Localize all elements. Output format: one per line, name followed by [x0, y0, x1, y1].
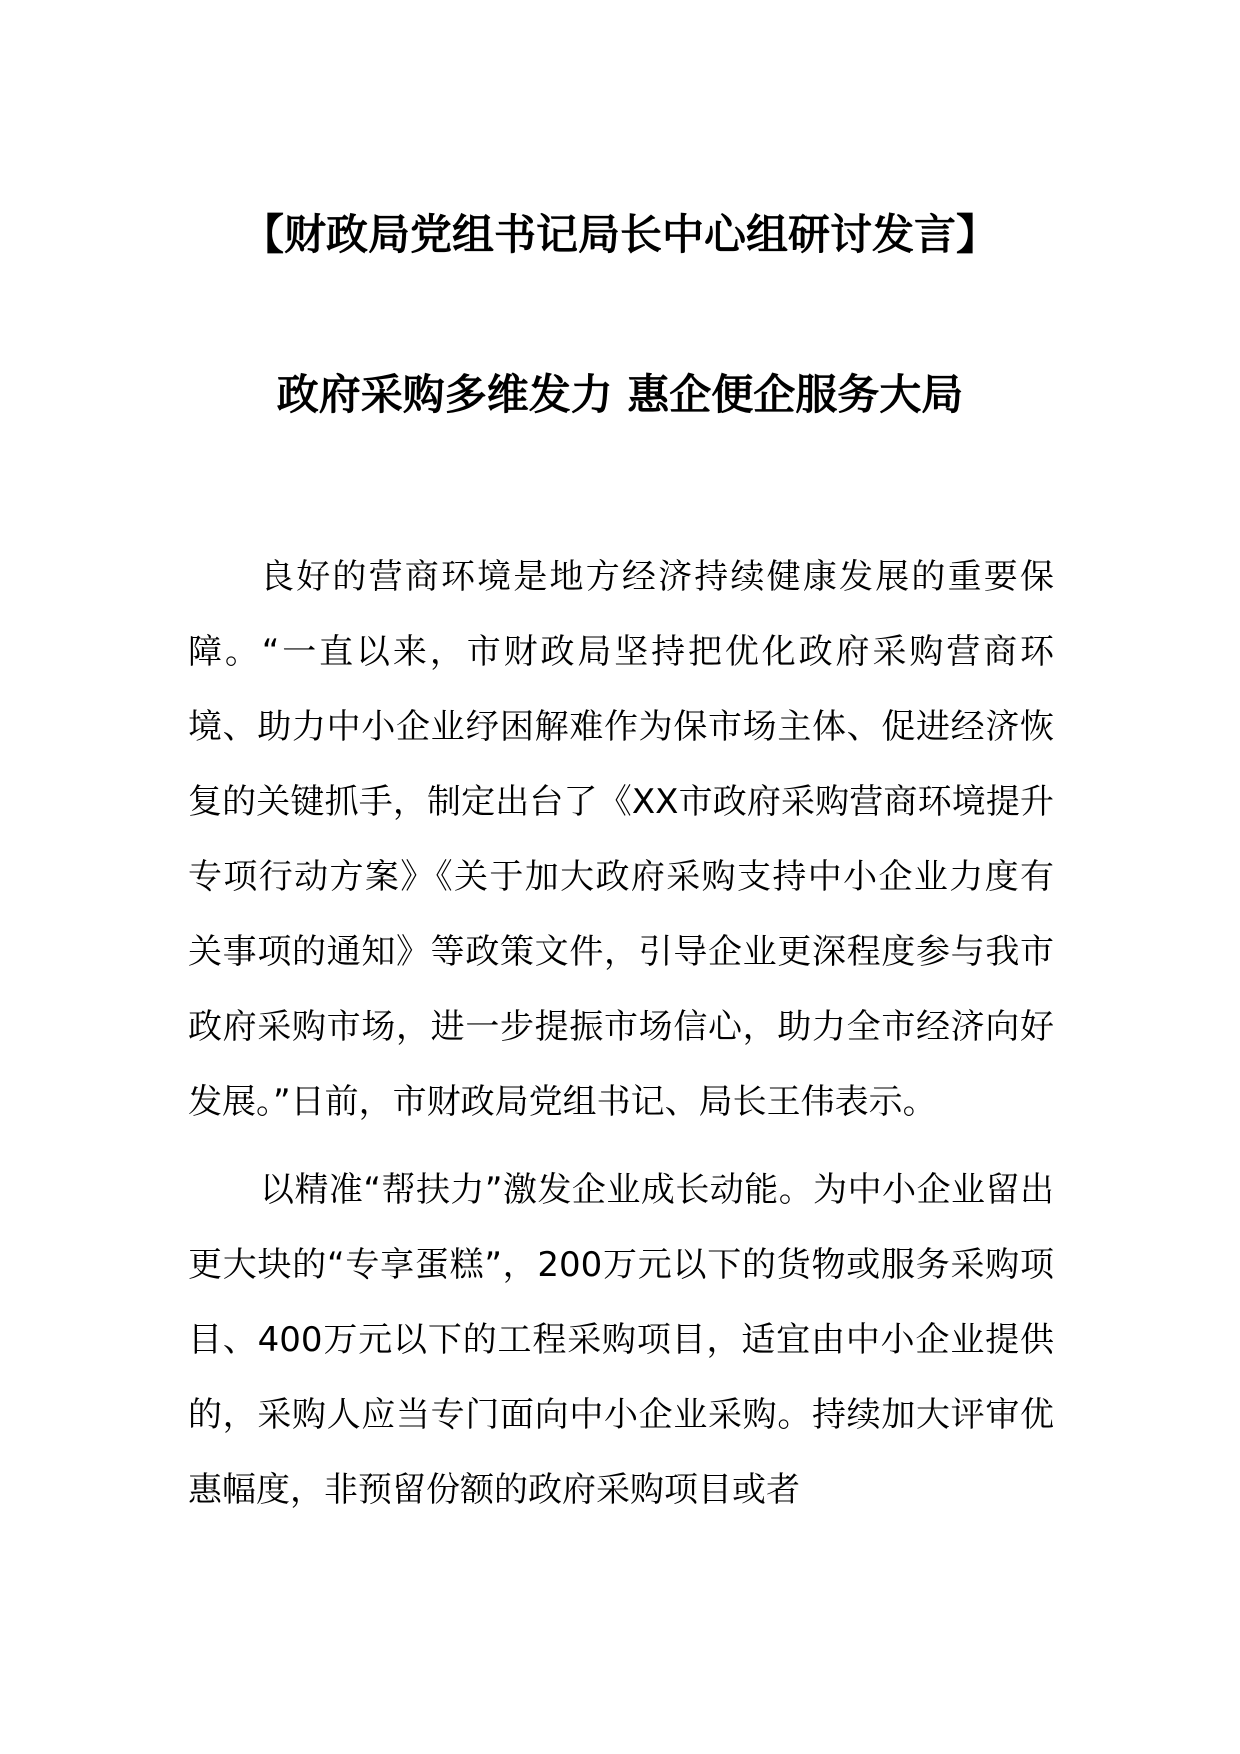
body-paragraph-1: 良好的营商环境是地方经济持续健康发展的重要保障。“一直以来，市财政局坚持把优化政府采购营商环境、助力中小企业纾困解难作为保市场主体、促进经济恢复的关键抓手，制定出台了《XX市政府采购营商环境提升专项行动方案》《关于加大政府采购支持中小企业力度有关事项的通知》等政策文件，引导企业更深程度参与我市政府采购市场，进一步提振市场信心，助力全市经济向好发展。”日前，市财政局党组书记、局长王伟表示。 [188, 557, 1054, 1122]
body-paragraph-2: 以精准“帮扶力”激发企业成长动能。为中小企业留出更大块的“专享蛋糕”，200万元以下的货物或服务采购项目、400万元以下的工程采购项目，适宜由中小企业提供的，采购人应当专门面向中小企业采购。持续加大评审优惠幅度，非预留份额的政府采购项目或者 [188, 1170, 1054, 1510]
document-body [188, 540, 1054, 1541]
document-title-bracketed: 【财政局党组书记局长中心组研讨发言】 [241, 210, 998, 259]
document-title-main: 政府采购多维发力 惠企便企服务大局 [276, 370, 964, 419]
